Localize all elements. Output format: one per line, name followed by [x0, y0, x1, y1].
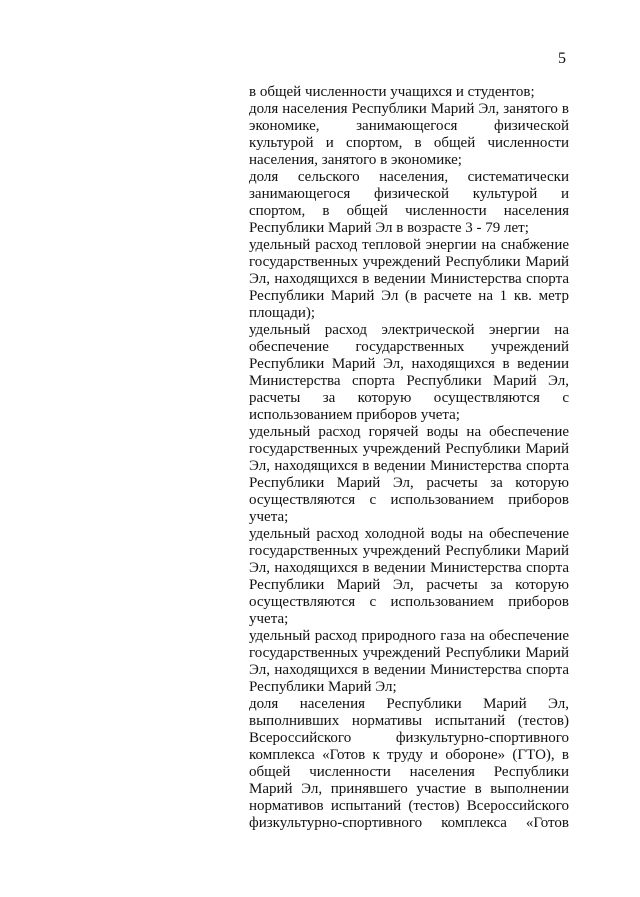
paragraph-8: удельный расход природного газа на обеспечение государственных учреждений Республики Марий Эл, находящихся в ведении Министерства спорта Республики Марий Эл;	[249, 628, 569, 695]
paragraph-9: доля населения Республики Марий Эл, выполнивших нормативы испытаний (тестов) Всероссийского физкультурно-спортивного комплекса «Готов к труду и обороне» (ГТО), в общей численности населения Республики Марий Эл, принявшего участие в выполнении нормативов испытаний (тестов) Всероссийского физкультурно-спортивного комплекса «Готов	[249, 696, 569, 831]
paragraph-7: удельный расход холодной воды на обеспечение государственных учреждений Республики Марий Эл, находящихся в ведении Министерства спорта Республики Марий Эл, расчеты за которую осуществляются с использованием приборов учета;	[249, 526, 569, 627]
page-number: 5	[558, 50, 566, 67]
document-body	[249, 84, 569, 832]
paragraph-5: удельный расход электрической энергии на обеспечение государственных учреждений Республики Марий Эл, находящихся в ведении Министерства спорта Республики Марий Эл, расчеты за которую осуществляются с использованием приборов учета;	[249, 322, 569, 423]
paragraph-3: доля сельского населения, систематически занимающегося физической культурой и спортом, в общей численности населения Республики Марий Эл в возрасте 3 - 79 лет;	[249, 169, 569, 236]
paragraph-4: удельный расход тепловой энергии на снабжение государственных учреждений Республики Марий Эл, находящихся в ведении Министерства спорта Республики Марий Эл (в расчете на 1 кв. метр площади);	[249, 237, 569, 321]
paragraph-2: доля населения Республики Марий Эл, занятого в экономике, занимающегося физической культурой и спортом, в общей численности населения, занятого в экономике;	[249, 101, 569, 168]
paragraph-1: в общей численности учащихся и студентов;	[249, 84, 535, 100]
paragraph-6: удельный расход горячей воды на обеспечение государственных учреждений Республики Марий Эл, находящихся в ведении Министерства спорта Республики Марий Эл, расчеты за которую осуществляются с использованием приборов учета;	[249, 424, 569, 525]
